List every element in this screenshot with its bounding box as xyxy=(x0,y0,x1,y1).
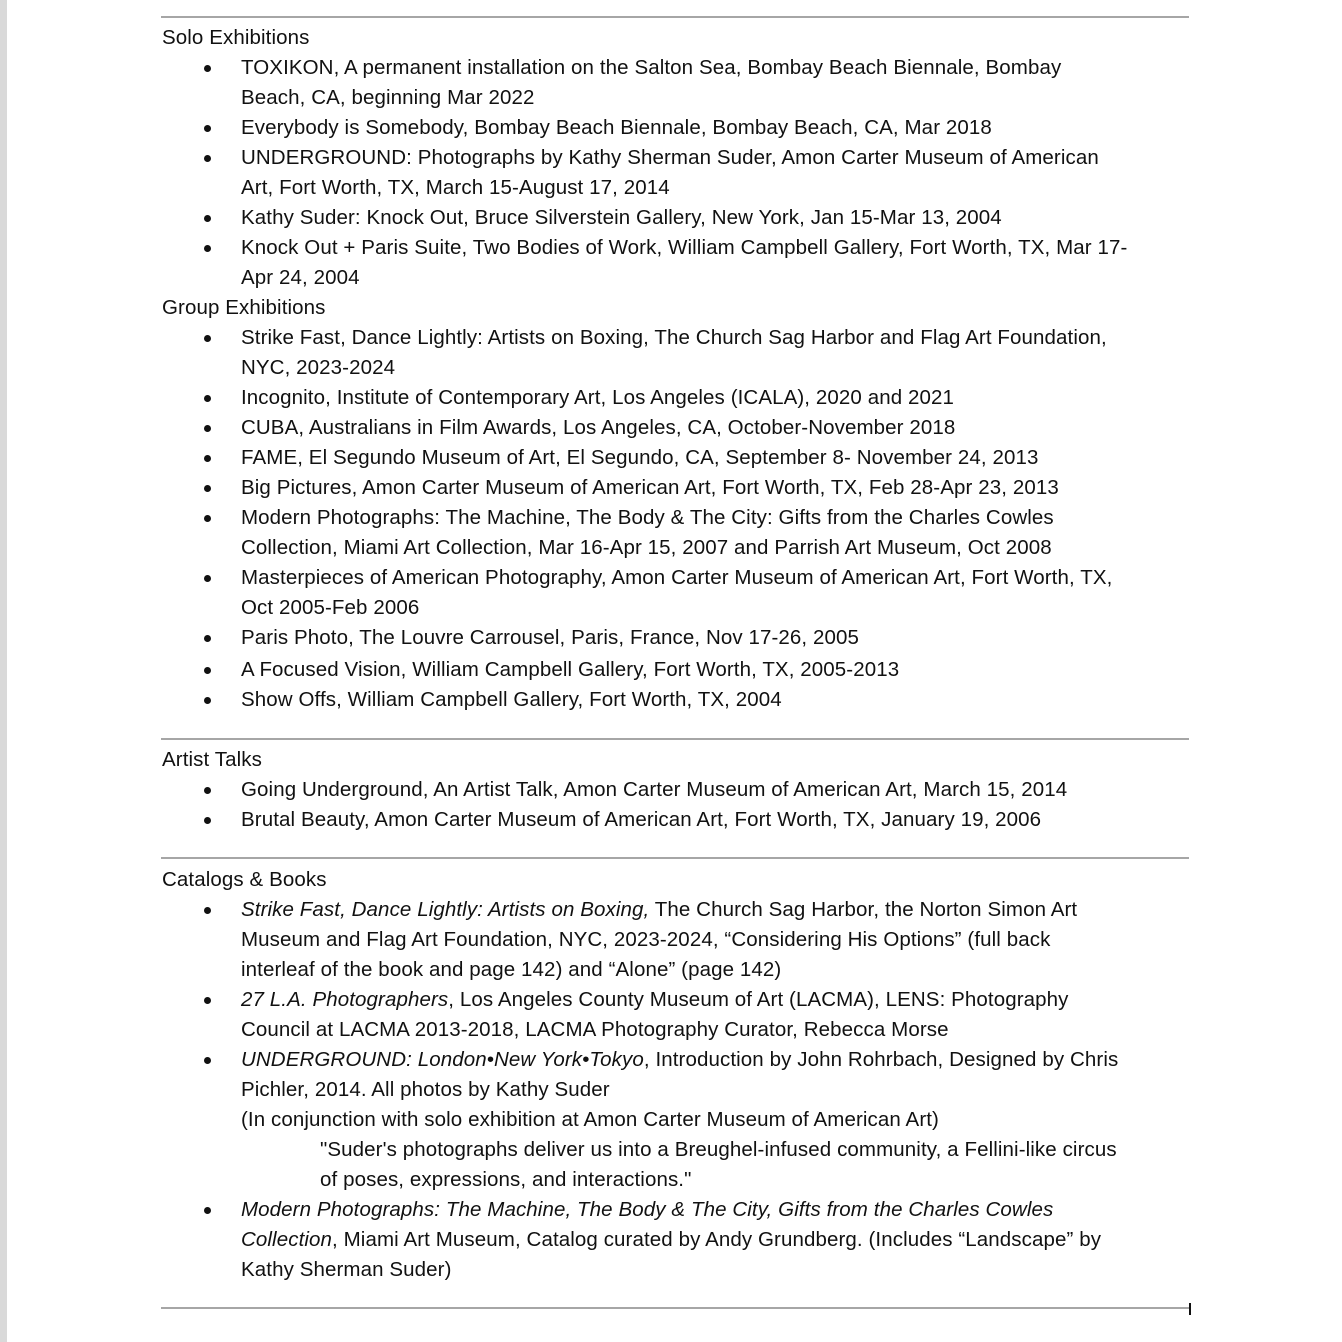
solo-exhibitions-list xyxy=(162,53,1202,293)
bullet-icon xyxy=(204,997,211,1004)
bullet-icon xyxy=(204,575,211,582)
catalog-entry-text xyxy=(241,985,1202,1045)
page-left-border xyxy=(0,0,7,1342)
list-item: Kathy Suder: Knock Out, Bruce Silverstein Gallery, New York, Jan 15-Mar 13, 2004 xyxy=(162,203,1202,233)
bullet-icon xyxy=(204,697,211,704)
catalog-details: , Miami Art Museum, Catalog curated by Andy Grundberg. (Includes “Landscape” by Kathy Sherman Suder) xyxy=(241,1228,1102,1281)
divider-top xyxy=(161,16,1189,18)
catalog-title: Strike Fast, Dance Lightly: Artists on Boxing, xyxy=(241,898,650,921)
list-item xyxy=(162,1195,1202,1285)
bullet-icon xyxy=(204,515,211,522)
catalog-title: Modern Photographs: The Machine, The Body & The City, Gifts from the Charles Cowles Collection xyxy=(241,1198,1054,1251)
bullet-icon xyxy=(204,907,211,914)
bullet-icon xyxy=(204,485,211,492)
bullet-icon xyxy=(204,245,211,252)
list-item: Knock Out + Paris Suite, Two Bodies of Work, William Campbell Gallery, Fort Worth, TX, Mar 17- Apr 24, 2004 xyxy=(162,233,1202,293)
list-item: Paris Photo, The Louvre Carrousel, Paris, France, Nov 17-26, 2005 xyxy=(162,623,1202,653)
list-item: TOXIKON, A permanent installation on the Salton Sea, Bombay Beach Biennale, Bombay Beach, CA, beginning Mar 2022 xyxy=(162,53,1202,113)
artist-talks-heading: Artist Talks xyxy=(162,748,262,771)
divider-talks xyxy=(161,738,1189,740)
list-item: A Focused Vision, William Campbell Gallery, Fort Worth, TX, 2005-2013 xyxy=(162,655,1202,685)
list-item: FAME, El Segundo Museum of Art, El Segundo, CA, September 8- November 24, 2013 xyxy=(162,443,1202,473)
catalog-entry-text xyxy=(241,1045,1202,1105)
bullet-icon xyxy=(204,65,211,72)
catalog-details: , Introduction by John Rohrbach, Designed by Chris Pichler, 2014. All photos by Kathy Suder xyxy=(241,1048,1119,1101)
text-cursor xyxy=(1189,1303,1191,1315)
catalog-note: (In conjunction with solo exhibition at Amon Carter Museum of American Art) xyxy=(241,1108,939,1131)
bullet-icon xyxy=(204,817,211,824)
bullet-icon xyxy=(204,455,211,462)
list-item: Strike Fast, Dance Lightly: Artists on Boxing, The Church Sag Harbor and Flag Art Foundation, NYC, 2023-2024 xyxy=(162,323,1202,383)
bullet-icon xyxy=(204,215,211,222)
bullet-icon xyxy=(204,125,211,132)
catalog-details: , Los Angeles County Museum of Art (LACMA), LENS: Photography Council at LACMA 2013-2018, LACMA Photography Curator, Rebecca Morse xyxy=(241,988,1069,1041)
bullet-icon xyxy=(204,667,211,674)
group-exhibitions-list xyxy=(162,323,1202,715)
catalog-entry-text xyxy=(241,1195,1202,1285)
list-item: Show Offs, William Campbell Gallery, Fort Worth, TX, 2004 xyxy=(162,685,1202,715)
bullet-icon xyxy=(204,395,211,402)
bullet-icon xyxy=(204,1207,211,1214)
bullet-icon xyxy=(204,1057,211,1064)
catalog-details: The Church Sag Harbor, the Norton Simon Art Museum and Flag Art Foundation, NYC, 2023-2024, “Considering His Options” (full back interleaf of the book and page 142) and “Alone” (page 142) xyxy=(241,898,1078,981)
catalog-title: 27 L.A. Photographers xyxy=(241,988,449,1011)
artist-talks-list xyxy=(162,775,1202,835)
bullet-icon xyxy=(204,635,211,642)
bullet-icon xyxy=(204,335,211,342)
catalog-entry-text xyxy=(241,895,1202,985)
list-item: CUBA, Australians in Film Awards, Los Angeles, CA, October-November 2018 xyxy=(162,413,1202,443)
list-item xyxy=(162,985,1202,1045)
bullet-icon xyxy=(204,155,211,162)
divider-catalogs xyxy=(161,857,1189,859)
solo-exhibitions-heading: Solo Exhibitions xyxy=(162,26,310,49)
catalog-quote: "Suder's photographs deliver us into a Breughel-infused community, a Fellini-like circus of poses, expressions, and interactions." xyxy=(320,1138,1117,1191)
group-exhibitions-heading: Group Exhibitions xyxy=(162,296,326,319)
list-item: Modern Photographs: The Machine, The Body & The City: Gifts from the Charles Cowles Collection, Miami Art Collection, Mar 16-Apr 15, 2007 and Parrish Art Museum, Oct 2008 xyxy=(162,503,1202,563)
list-item: Going Underground, An Artist Talk, Amon Carter Museum of American Art, March 15, 2014 xyxy=(162,775,1202,805)
catalogs-books-heading: Catalogs & Books xyxy=(162,868,327,891)
list-item: Big Pictures, Amon Carter Museum of American Art, Fort Worth, TX, Feb 28-Apr 23, 2013 xyxy=(162,473,1202,503)
list-item: Incognito, Institute of Contemporary Art, Los Angeles (ICALA), 2020 and 2021 xyxy=(162,383,1202,413)
list-item: Brutal Beauty, Amon Carter Museum of American Art, Fort Worth, TX, January 19, 2006 xyxy=(162,805,1202,835)
list-item: UNDERGROUND: Photographs by Kathy Sherman Suder, Amon Carter Museum of American Art, Fort Worth, TX, March 15-August 17, 2014 xyxy=(162,143,1202,203)
list-item: Masterpieces of American Photography, Amon Carter Museum of American Art, Fort Worth, TX, Oct 2005-Feb 2006 xyxy=(162,563,1202,623)
bullet-icon xyxy=(204,425,211,432)
list-item: Everybody is Somebody, Bombay Beach Biennale, Bombay Beach, CA, Mar 2018 xyxy=(162,113,1202,143)
divider-bottom xyxy=(161,1307,1189,1309)
list-item xyxy=(162,1045,1202,1195)
list-item xyxy=(162,895,1202,985)
catalogs-books-list xyxy=(162,895,1202,1285)
catalog-title: UNDERGROUND: London•New York•Tokyo xyxy=(241,1048,644,1071)
bullet-icon xyxy=(204,787,211,794)
